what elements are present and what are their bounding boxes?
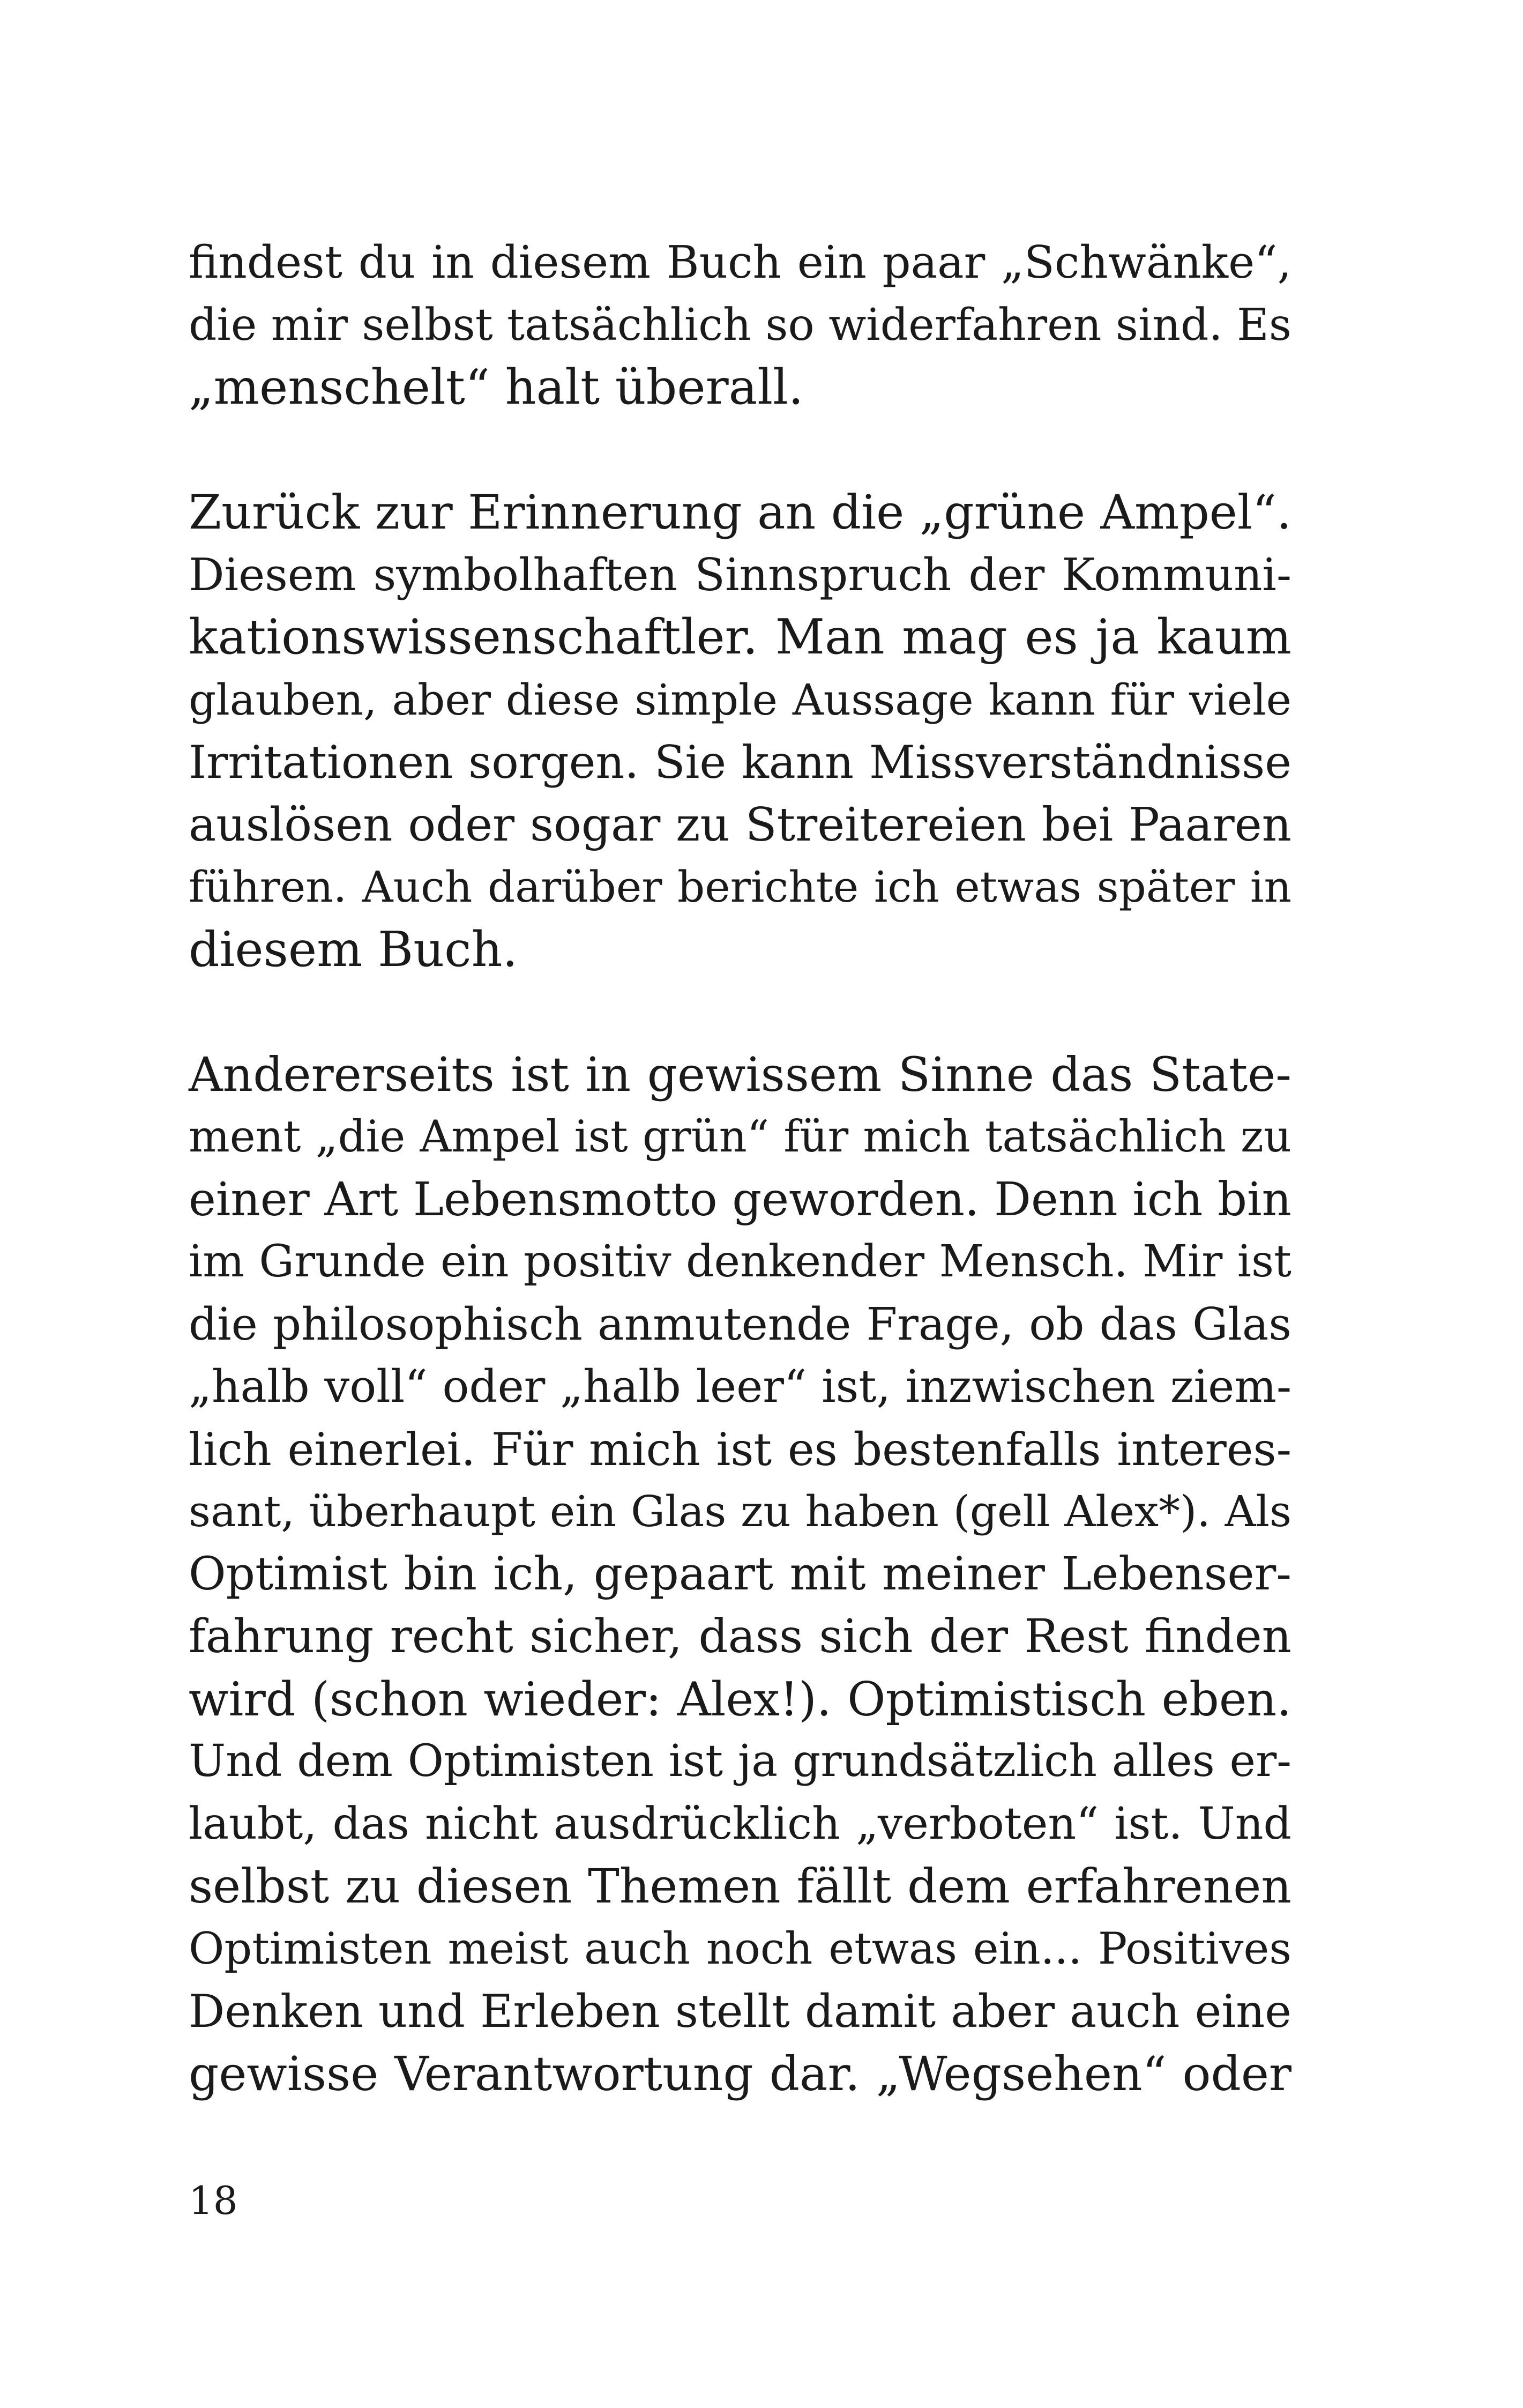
text-line: Denken und Erleben stellt damit aber auch eine — [189, 1985, 1291, 2038]
text-line: Zurück zur Erinnerung an die „grüne Ampel“. — [189, 485, 1291, 540]
text-line: Andererseits ist in gewissem Sinne das State- — [189, 1046, 1291, 1102]
text-line: Und dem Optimisten ist ja grundsätzlich alles er- — [189, 1736, 1291, 1787]
body-text — [189, 232, 1291, 2105]
text-line: wird (schon wieder: Alex!). Optimistisch eben. — [189, 1671, 1291, 1727]
text-line: führen. Auch darüber berichte ich etwas später in — [189, 862, 1291, 912]
page-number: 18 — [189, 2178, 238, 2223]
paragraph-1 — [189, 232, 1291, 419]
text-line: lich einerlei. Für mich ist es bestenfalls interes- — [189, 1423, 1291, 1476]
paragraph-gap — [189, 419, 1291, 482]
text-line: im Grunde ein positiv denkender Mensch. Mir ist — [189, 1236, 1291, 1287]
text-line: fahrung recht sicher, dass sich der Rest finden — [189, 1610, 1291, 1663]
text-line: laubt, das nicht ausdrücklich „verboten“ ist. Und — [189, 1798, 1291, 1849]
text-line: gewisse Verantwortung dar. „Wegsehen“ oder — [189, 2046, 1291, 2101]
text-line: diesem Buch. — [189, 921, 518, 978]
text-line: Optimisten meist auch noch etwas ein... Positives — [189, 1923, 1291, 1974]
paragraph-2 — [189, 481, 1291, 981]
text-line: die mir selbst tatsächlich so widerfahren sind. Es — [189, 299, 1291, 351]
text-line: kationswissenschaftler. Man mag es ja kaum — [189, 609, 1291, 665]
text-line: Irritationen sorgen. Sie kann Missverständnisse — [189, 736, 1291, 789]
paragraph-gap — [189, 981, 1291, 1044]
text-line: ment „die Ampel ist grün“ für mich tatsächlich zu — [189, 1112, 1291, 1162]
text-line: sant, überhaupt ein Glas zu haben (gell Alex*). Als — [189, 1487, 1291, 1536]
text-line: Optimist bin ich, gepaart mit meiner Lebenser- — [189, 1547, 1291, 1601]
text-line: auslösen oder sogar zu Streitereien bei Paaren — [189, 798, 1291, 852]
text-line: glauben, aber diese simple Aussage kann für viele — [189, 674, 1291, 725]
text-line: „halb voll“ oder „halb leer“ ist, inzwischen ziem- — [189, 1361, 1291, 1413]
text-line: „menschelt“ halt überall. — [189, 359, 804, 415]
text-line: die philosophisch anmutende Frage, ob das Glas — [189, 1298, 1291, 1350]
text-line: einer Art Lebensmotto geworden. Denn ich bin — [189, 1172, 1291, 1227]
text-line: selbst zu diesen Themen fällt dem erfahrenen — [189, 1859, 1291, 1914]
text-line: Diesem symbolhaften Sinnspruch der Kommuni- — [189, 548, 1291, 601]
paragraph-3 — [189, 1044, 1291, 2106]
text-line: findest du in diesem Buch ein paar „Schwänke“, — [189, 236, 1291, 288]
